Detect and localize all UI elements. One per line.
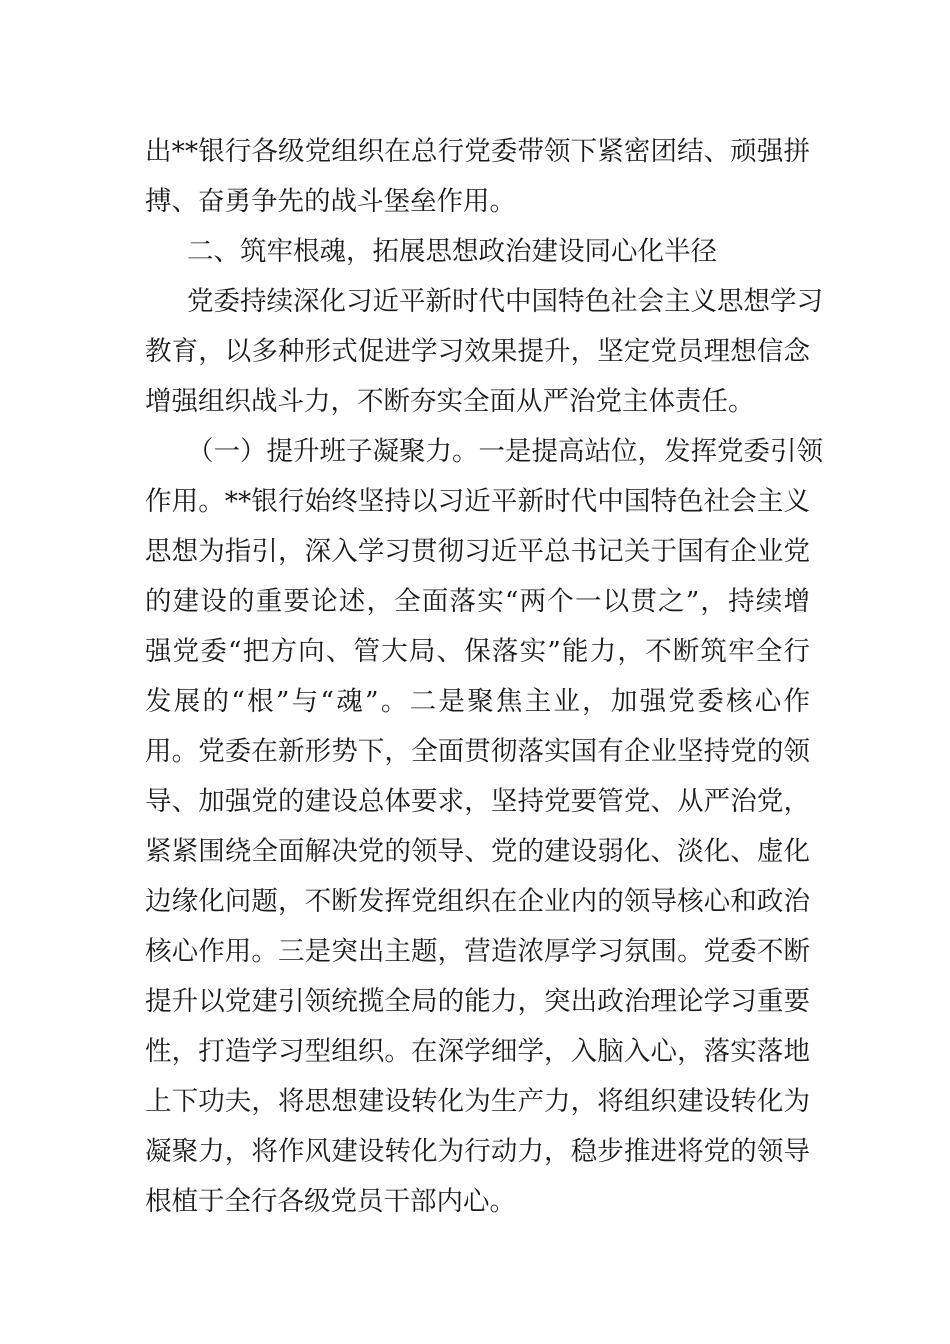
text-line: 性，打造学习型组织。在深学细学，入脑入心，落实落地 xyxy=(145,1036,810,1067)
text-line: 搏、奋勇争先的战斗堡垒作用。 xyxy=(145,186,516,217)
text-line: 根植于全行各级党员干部内心。 xyxy=(145,1186,516,1217)
text-line: 边缘化问题，不断发挥党组织在企业内的领导核心和政治 xyxy=(145,886,810,917)
text-line: 作用。**银行始终坚持以习近平新时代中国特色社会主义 xyxy=(145,486,810,517)
document-body xyxy=(145,127,823,1227)
text-line: 的建设的重要论述，全面落实“两个一以贯之”，持续增 xyxy=(145,586,810,617)
section-heading: 二、筑牢根魂，拓展思想政治建设同心化半径 xyxy=(187,236,717,267)
text-line: 用。党委在新形势下，全面贯彻落实国有企业坚持党的领 xyxy=(145,736,810,767)
text-line: 增强组织战斗力，不断夯实全面从严治党主体责任。 xyxy=(145,386,755,417)
text-line: 发展的“根”与“魂”。二是聚焦主业，加强党委核心作 xyxy=(145,686,810,717)
text-line: 核心作用。三是突出主题，营造浓厚学习氛围。党委不断 xyxy=(145,936,810,967)
text-line: 凝聚力，将作风建设转化为行动力，稳步推进将党的领导 xyxy=(145,1136,810,1167)
text-line: 导、加强党的建设总体要求，坚持党要管党、从严治党， xyxy=(145,786,810,817)
text-line: 党委持续深化习近平新时代中国特色社会主义思想学习 xyxy=(187,286,823,317)
text-line: 上下功夫，将思想建设转化为生产力，将组织建设转化为 xyxy=(145,1086,810,1117)
text-line: 思想为指引，深入学习贯彻习近平总书记关于国有企业党 xyxy=(145,536,810,567)
text-line: 紧紧围绕全面解决党的领导、党的建设弱化、淡化、虚化 xyxy=(145,836,810,867)
text-line: 强党委“把方向、管大局、保落实”能力，不断筑牢全行 xyxy=(145,636,810,667)
text-line: 教育，以多种形式促进学习效果提升，坚定党员理想信念 xyxy=(145,336,810,367)
subsection-line: （一）提升班子凝聚力。一是提高站位，发挥党委引领 xyxy=(187,436,823,467)
text-line: 提升以党建引领统揽全局的能力，突出政治理论学习重要 xyxy=(145,986,810,1017)
text-line: 出**银行各级党组织在总行党委带领下紧密团结、顽强拼 xyxy=(145,136,810,167)
